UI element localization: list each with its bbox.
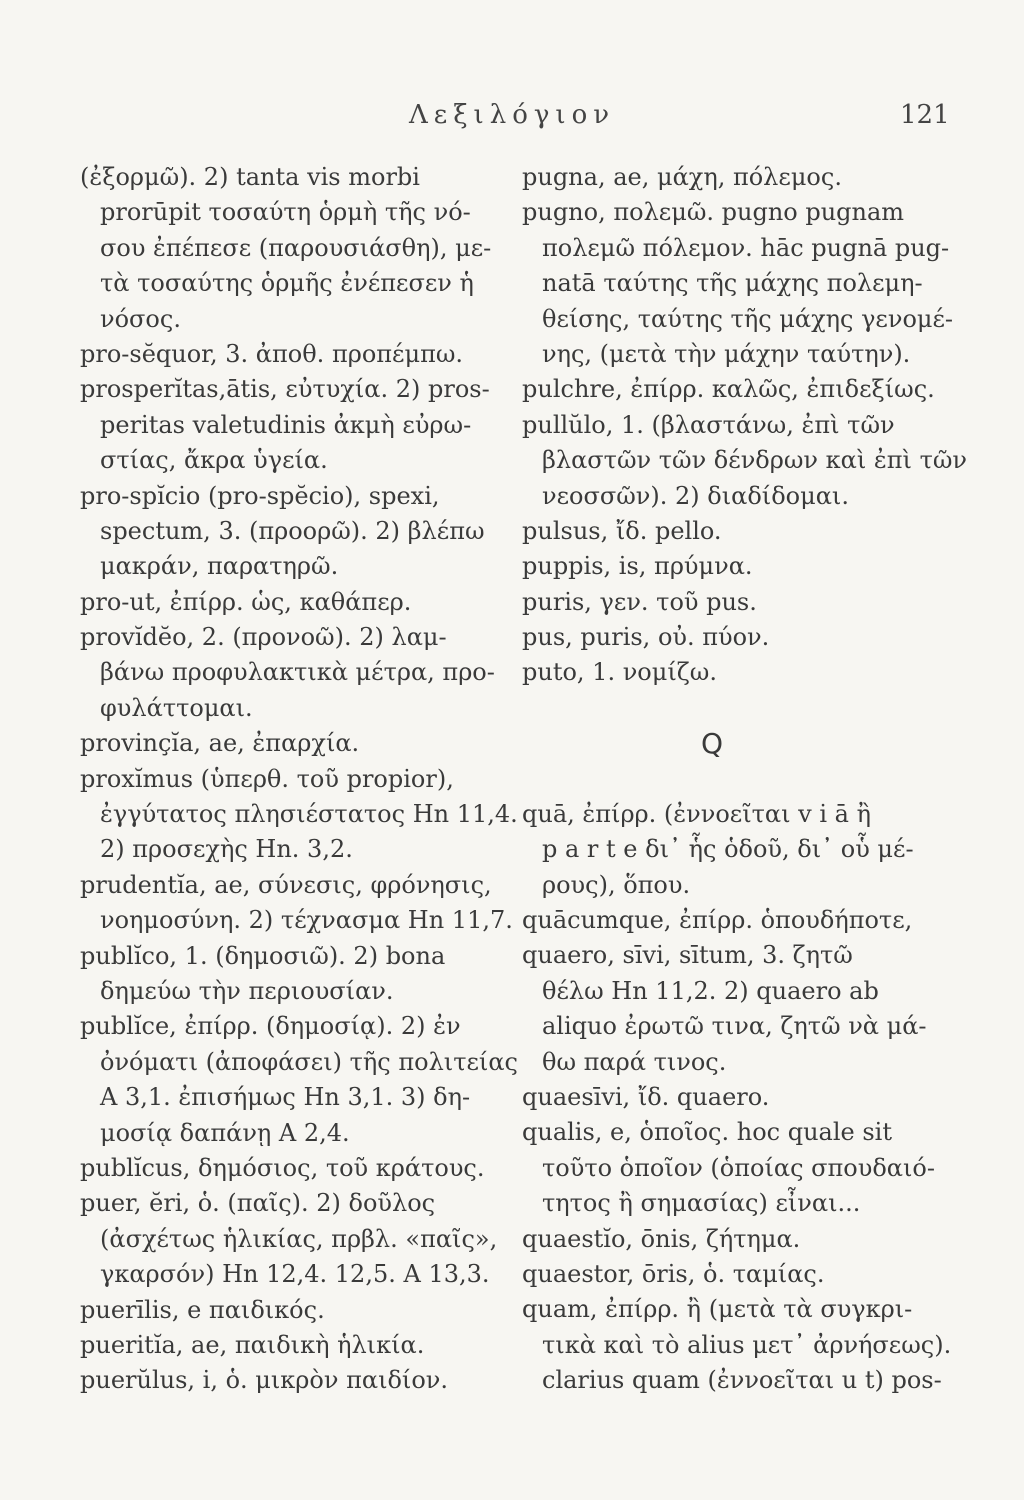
entry-line: δημεύω τὴν περιουσίαν. — [100, 976, 394, 1005]
entry-line: βλαστῶν τῶν δένδρων καὶ ἐπὶ τῶν — [542, 446, 968, 475]
entry-line: prosperĭtas,ātis, εὐτυχία. 2) pros- — [80, 375, 490, 404]
entry-line: proxĭmus (ὑπερθ. τοῦ propior), — [80, 764, 454, 793]
entry-line: ὀνόματι (ἀποφάσει) τῆς πολιτείας — [100, 1047, 518, 1076]
entry-line: νόσος. — [100, 304, 181, 333]
entry-line: ρους), ὅπου. — [542, 870, 691, 899]
entry-line: quam, ἐπίρρ. ἢ (μετὰ τὰ συγκρι- — [522, 1295, 913, 1324]
entry-line: A 3,1. ἐπισήμως Ηn 3,1. 3) δη- — [100, 1083, 471, 1112]
entry-line: clarius quam (ἐννοεῖται u t) pos- — [542, 1366, 942, 1395]
entry-line: quaesīvi, ἴδ. quaero. — [522, 1082, 770, 1111]
entry-line: puto, 1. νομίζω. — [522, 658, 717, 687]
left-column — [80, 160, 518, 1399]
right-column — [522, 160, 968, 1399]
entry-line: pro-spĭcio (pro-spĕcio), spexi, — [80, 481, 440, 510]
section-letter-heading: Q — [700, 726, 724, 760]
entry-line: θω παρά τινος. — [542, 1047, 727, 1076]
entry-line: μακράν, παρατηρῶ. — [100, 552, 339, 581]
entry-line: puer, ĕri, ὁ. (παῖς). 2) δοῦλος — [80, 1189, 436, 1218]
entry-line: μοσίᾳ δαπάνῃ A 2,4. — [100, 1118, 350, 1147]
entry-line: ἐγγύτατος πλησιέστατος Ηn 11,4. — [100, 800, 518, 829]
entry-line: pro-ut, ἐπίρρ. ὡς, καθάπερ. — [80, 587, 412, 616]
entry-line: quācumque, ἐπίρρ. ὁπουδήποτε, — [522, 906, 913, 935]
entry-line: publĭcus, δημόσιος, τοῦ κράτους. — [80, 1153, 485, 1182]
entry-line: (ἀσχέτως ἡλικίας, πρβλ. «παῖς», — [100, 1224, 498, 1253]
entry-line: pugno, πολεμῶ. pugno pugnam — [522, 198, 905, 227]
entry-line: quaero, sīvi, sītum, 3. ζητῶ — [522, 941, 853, 970]
entry-line: puerīlis, e παιδικός. — [80, 1295, 325, 1324]
entry-line: pulsus, ἴδ. pello. — [522, 516, 722, 545]
entry-line: quā, ἐπίρρ. (ἐννοεῖται v i ā ἢ — [522, 799, 871, 828]
entry-line: νοημοσύνη. 2) τέχνασμα Ηn 11,7. — [100, 906, 513, 935]
entry-line: νεοσσῶν). 2) διαδίδομαι. — [542, 481, 849, 510]
entry-line: spectum, 3. (προορῶ). 2) βλέπω — [100, 516, 485, 545]
entry-line: pulchre, ἐπίρρ. καλῶς, ἐπιδεξίως. — [522, 375, 935, 404]
running-header-title: Λεξιλόγιον — [408, 100, 616, 130]
entry-line: φυλάττομαι. — [100, 693, 253, 722]
entry-line: publĭco, 1. (δημοσιῶ). 2) bona — [80, 941, 446, 970]
entry-line: βάνω προφυλακτικὰ μέτρα, προ- — [100, 658, 495, 687]
entry-line: puerŭlus, i, ὁ. μικρὸν παιδίον. — [80, 1366, 449, 1395]
entry-line: provĭdĕo, 2. (προνοῶ). 2) λαμ- — [80, 623, 447, 652]
entry-line: στίας, ἄκρα ὑγεία. — [100, 446, 328, 475]
entry-line: pugna, ae, μάχη, πόλεμος. — [522, 163, 842, 191]
entry-line: aliquo ἐρωτῶ τινα, ζητῶ νὰ μά- — [542, 1012, 927, 1041]
entry-line: τοῦτο ὁποῖον (ὁποίας σπουδαιό- — [542, 1153, 935, 1182]
entry-line: quaestor, ōris, ὁ. ταμίας. — [522, 1259, 825, 1288]
entry-line: prorūpit τοσαύτη ὁρμὴ τῆς νό- — [100, 198, 471, 227]
entry-line: publĭce, ἐπίρρ. (δημοσίᾳ). 2) ἐν — [80, 1012, 461, 1041]
entry-line: natā ταύτης τῆς μάχης πολεμη- — [542, 269, 923, 298]
entry-line: provinçĭa, ae, ἐπαρχία. — [80, 729, 360, 758]
entry-line: θέλω Ηn 11,2. 2) quaero ab — [542, 976, 879, 1005]
entry-line: pullŭlo, 1. (βλαστάνω, ἐπὶ τῶν — [522, 410, 895, 439]
entry-line: quaestĭo, ōnis, ζήτημα. — [522, 1224, 801, 1253]
entry-line: πολεμῶ πόλεμον. hāc pugnā pug- — [542, 233, 950, 262]
entry-line: pus, puris, οὐ. πύον. — [522, 623, 770, 652]
entry-line: τὰ τοσαύτης ὁρμῆς ἐνέπεσεν ἡ — [100, 269, 474, 298]
page-number: 121 — [900, 100, 950, 130]
entry-line: θείσης, ταύτης τῆς μάχης γενομέ- — [542, 304, 954, 333]
entry-line: γκαρσόν) Ηn 12,4. 12,5. A 13,3. — [100, 1260, 490, 1289]
entry-line: puris, γεν. τοῦ pus. — [522, 587, 757, 616]
entry-line: peritas valetudinis ἀκμὴ εὐρω- — [100, 410, 472, 439]
entry-line: p a r t e δι᾽ ἧς ὁδοῦ, δι᾽ οὗ μέ- — [542, 835, 914, 864]
entry-line: (ἐξορμῶ). 2) tanta vis morbi — [80, 163, 420, 191]
entry-line: 2) προσεχὴς Ηn. 3,2. — [100, 835, 353, 864]
entry-line: prudentĭa, ae, σύνεσις, φρόνησις, — [80, 870, 492, 899]
entry-line: τικὰ καὶ τὸ alius μετ᾽ ἀρνήσεως). — [542, 1330, 952, 1359]
entry-line: τητος ἢ σημασίας) εἶναι... — [542, 1189, 861, 1218]
entry-line: σου ἐπέπεσε (παρουσιάσθη), με- — [100, 233, 492, 262]
entry-line: pueritĭa, ae, παιδικὴ ἡλικία. — [80, 1330, 425, 1359]
entry-line: pro-sĕquor, 3. ἀποθ. προπέμπω. — [80, 339, 464, 368]
entry-line: puppis, is, πρύμνα. — [522, 552, 753, 581]
entry-line: qualis, e, ὁποῖος. hoc quale sit — [522, 1118, 892, 1147]
entry-line: νης, (μετὰ τὴν μάχην ταύτην). — [542, 339, 911, 368]
